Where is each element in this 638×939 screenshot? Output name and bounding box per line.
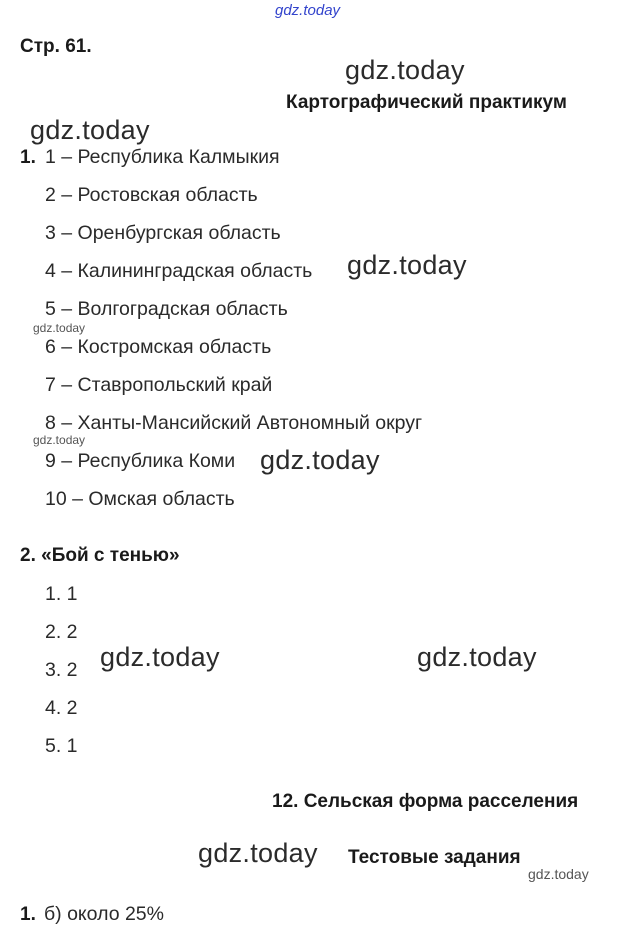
watermark: gdz.today [198, 838, 318, 868]
list-item: 8 – Ханты-Мансийский Автономный округ [45, 412, 423, 434]
page-reference: Стр. 61. [20, 36, 92, 57]
watermark: gdz.today [260, 445, 380, 475]
watermark-top: gdz.today [275, 2, 341, 19]
watermark: gdz.today [417, 642, 537, 672]
list-item: 3 – Оренбургская область [45, 222, 281, 244]
watermark: gdz.today [345, 55, 465, 85]
answer-text: б) около 25% [44, 903, 164, 925]
list-item: 9 – Республика Коми [45, 450, 236, 472]
list-item: 7 – Ставропольский край [45, 374, 273, 396]
answer-item: 2. 2 [45, 621, 78, 643]
answer-item: 3. 2 [45, 659, 78, 681]
list-item: 10 – Омская область [45, 488, 235, 510]
watermark-small: gdz.today [33, 321, 86, 335]
answer-number: 1. [20, 904, 36, 925]
list-item: 2 – Ростовская область [45, 184, 258, 206]
list-item: 6 – Костромская область [45, 336, 272, 358]
watermark-small: gdz.today [33, 433, 86, 447]
section-subtitle-tests: Тестовые задания [348, 847, 521, 868]
list-item: 4 – Калининградская область [45, 260, 313, 282]
section-title-rural-settlement: 12. Сельская форма расселения [272, 791, 579, 812]
watermark-small: gdz.today [528, 866, 589, 882]
question-number: 1. [20, 147, 36, 168]
answer-item: 1. 1 [45, 583, 78, 605]
list-item: 1 – Республика Калмыкия [45, 146, 280, 168]
watermark: gdz.today [30, 115, 150, 145]
section-heading-shadow-fight: 2. «Бой с тенью» [20, 545, 180, 566]
watermark: gdz.today [100, 642, 220, 672]
list-item: 5 – Волгоградская область [45, 298, 288, 320]
section-title-cartographic: Картографический практикум [286, 92, 567, 113]
answer-item: 4. 2 [45, 697, 78, 719]
answer-item: 5. 1 [45, 735, 78, 757]
watermark: gdz.today [347, 250, 467, 280]
